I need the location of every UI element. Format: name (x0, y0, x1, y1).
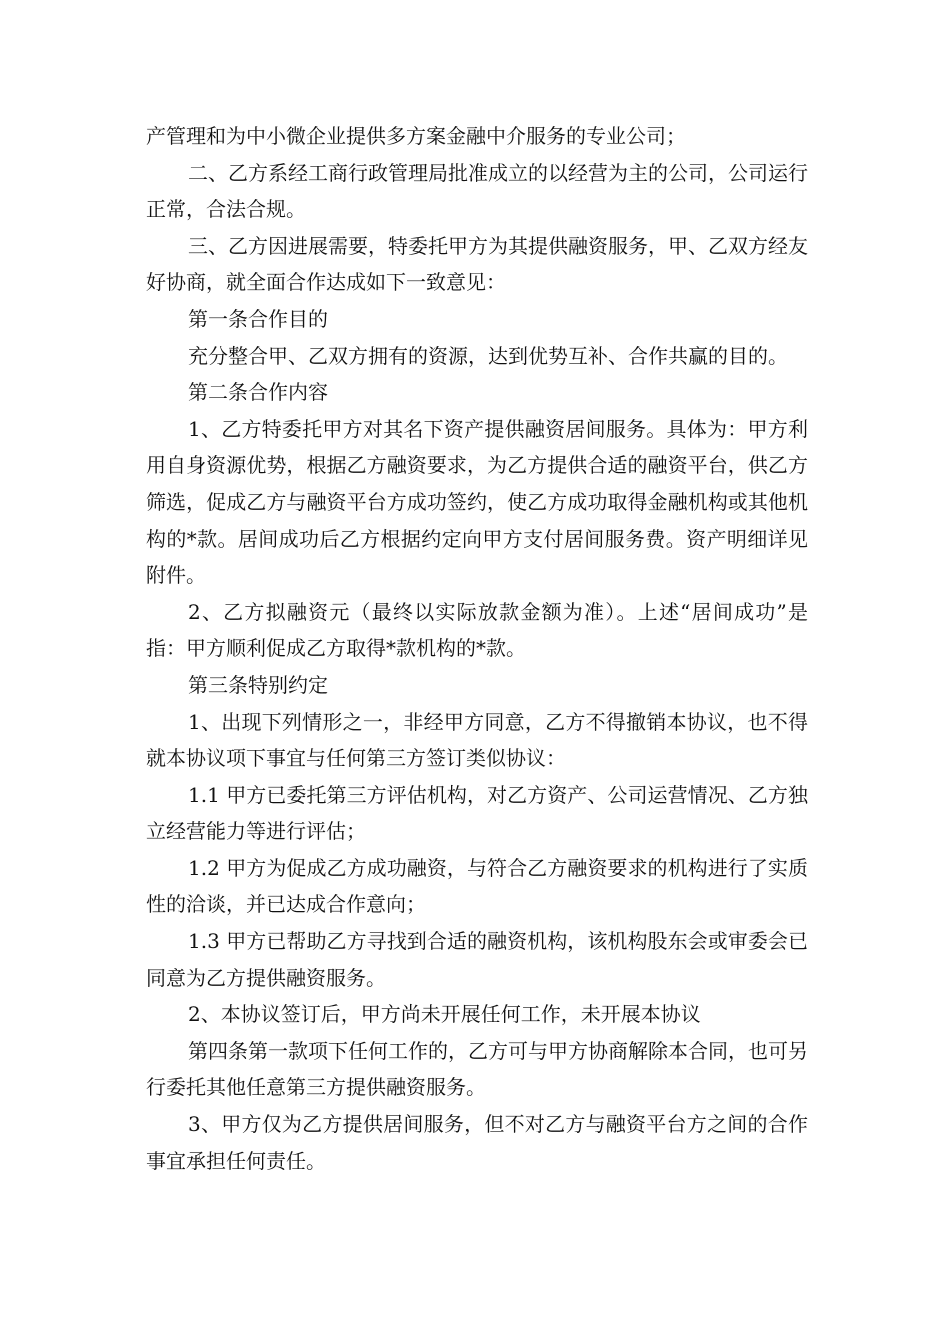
article-3-clause-1-3: 1.3 甲方已帮助乙方寻找到合适的融资机构，该机构股东会或审委会已同意为乙方提供融资服务。 (146, 929, 808, 990)
article-4-reference: 第四条第一款项下任何工作的，乙方可与甲方协商解除本合同，也可另行委托其他任意第三方提供融资服务。 (146, 1038, 808, 1100)
article-1-heading: 第一条合作目的 (188, 306, 328, 331)
article-3-clause-1-1: 1.1 甲方已委托第三方评估机构，对乙方资产、公司运营情况、乙方独立经营能力等进行评估； (146, 782, 808, 844)
paragraph-agreement-intro: 三、乙方因进展需要，特委托甲方为其提供融资服务，甲、乙双方经友好协商，就全面合作达成如下一致意见： (146, 233, 808, 295)
article-2-heading: 第二条合作内容 (188, 380, 328, 405)
article-2-clause-2: 2、乙方拟融资元（最终以实际放款金额为准）。上述“居间成功”是指：甲方顺利促成乙方取得*款机构的*款。 (146, 599, 808, 661)
paragraph-asset-management: 产管理和为中小微企业提供多方案金融中介服务的专业公司； (146, 124, 686, 148)
article-1-body: 充分整合甲、乙双方拥有的资源，达到优势互补、合作共赢的目的。 (188, 343, 788, 368)
article-2-clause-1: 1、乙方特委托甲方对其名下资产提供融资居间服务。具体为：甲方利用自身资源优势，根据乙方融资要求，为乙方提供合适的融资平台，供乙方筛选，促成乙方与融资平台方成功签约，使乙方成功取得金融机构或其他机构的*款。居间成功后乙方根据约定向甲方支付居间服务费。资产明细详见附件。 (146, 416, 808, 588)
article-3-heading: 第三条特别约定 (188, 672, 328, 697)
article-3-clause-3: 3、甲方仅为乙方提供居间服务，但不对乙方与融资平台方之间的合作事宜承担任何责任。 (146, 1112, 808, 1173)
document-body (146, 118, 808, 1179)
article-3-clause-1-2: 1.2 甲方为促成乙方成功融资，与符合乙方融资要求的机构进行了实质性的洽谈，并已达成合作意向； (146, 855, 808, 917)
paragraph-party-b-company: 二、乙方系经工商行政管理局批准成立的以经营为主的公司，公司运行正常，合法合规。 (146, 160, 808, 222)
article-3-clause-2: 2、本协议签订后，甲方尚未开展任何工作，未开展本协议 (188, 1002, 701, 1027)
article-3-clause-1: 1、出现下列情形之一，非经甲方同意，乙方不得撤销本协议，也不得就本协议项下事宜与任何第三方签订类似协议： (146, 709, 808, 771)
